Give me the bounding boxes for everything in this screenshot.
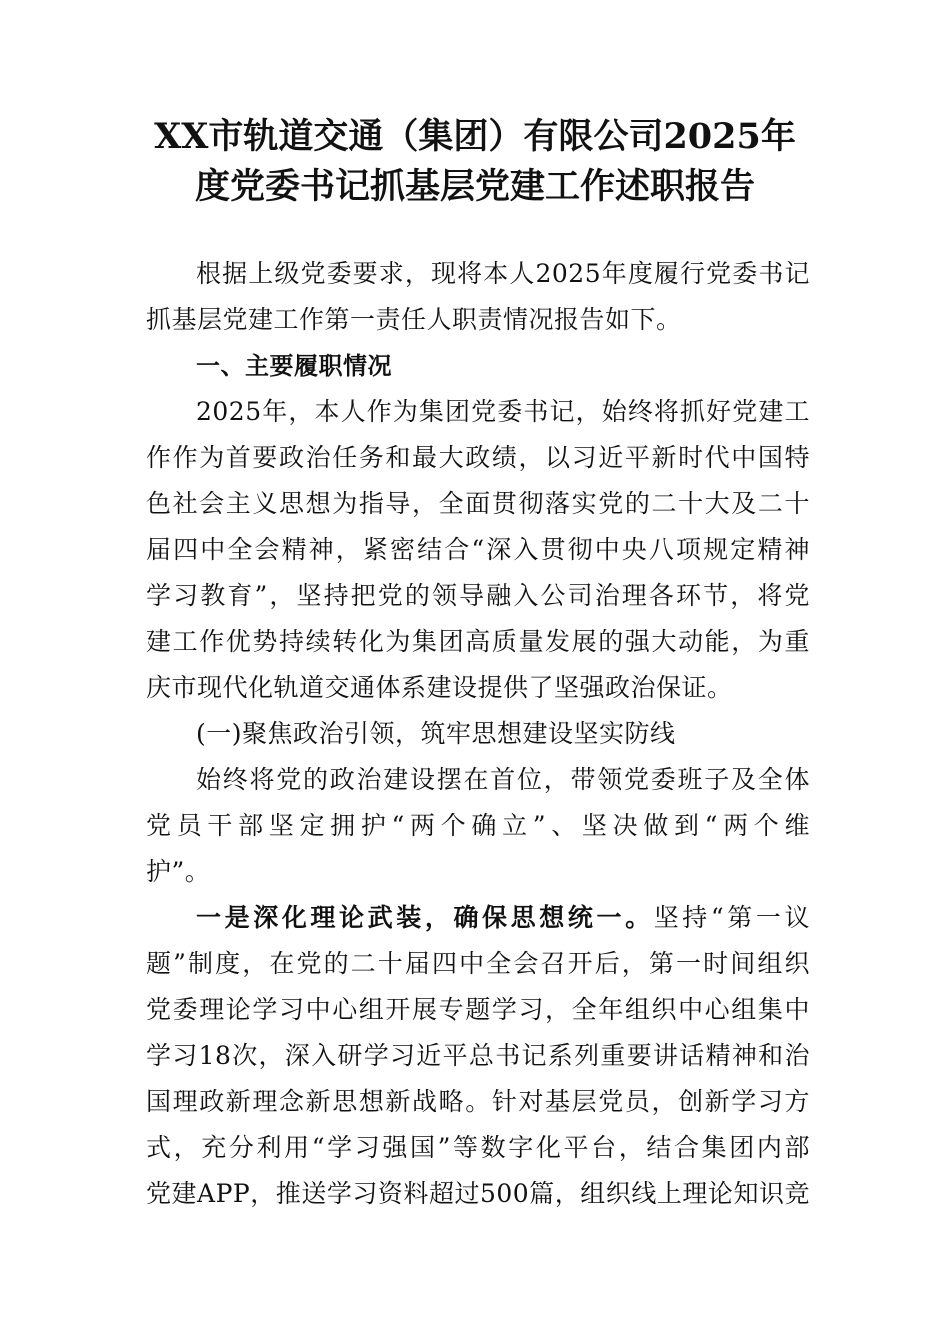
text-line: 色社会主义思想为指导，全面贯彻落实党的二十大及二十 — [146, 489, 810, 518]
text-line: 始终将党的政治建设摆在首位，带领党委班子及全体 — [196, 765, 810, 794]
subsection-heading: (一)聚焦政治引领，筑牢思想建设坚实防线 — [196, 719, 676, 748]
text-line: 学习18次，深入研学习近平总书记系列重要讲话精神和治 — [146, 1041, 810, 1070]
text-line: 抓基层党建工作第一责任人职责情况报告如下。 — [146, 305, 682, 334]
text-line: 党委理论学习中心组开展专题学习，全年组织中心组集中 — [146, 995, 810, 1024]
text-line: 学习教育”，坚持把党的领导融入公司治理各环节，将党 — [146, 581, 810, 610]
text-line: 护”。 — [146, 857, 211, 886]
text-line: 根据上级党委要求，现将本人2025年度履行党委书记 — [196, 259, 810, 288]
text-line: 党建APP，推送学习资料超过500篇，组织线上理论知识竞 — [146, 1179, 810, 1208]
point-lead: 一是深化理论武装，确保思想统一。 — [196, 903, 654, 932]
text-line: 题”制度，在党的二十届四中全会召开后，第一时间组织 — [146, 949, 810, 978]
title-line-2: 度党委书记抓基层党建工作述职报告 — [194, 166, 755, 207]
text-line: 党员干部坚定拥护“两个确立”、坚决做到“两个维 — [146, 811, 810, 840]
text-line: 式，充分利用“学习强国”等数字化平台，结合集团内部 — [146, 1133, 810, 1162]
title-line-1: XX市轨道交通（集团）有限公司2025年 — [154, 116, 796, 157]
text-line: 届四中全会精神，紧密结合“深入贯彻中央八项规定精神 — [146, 535, 810, 564]
subsection-paragraph — [146, 757, 810, 895]
point-lead-rest: 坚持“第一议 — [653, 903, 810, 932]
document-title — [120, 112, 830, 212]
text-line: 2025年，本人作为集团党委书记，始终将抓好党建工 — [196, 397, 810, 426]
document-body — [146, 251, 810, 1217]
text-line — [146, 895, 810, 941]
section1-paragraph — [146, 389, 810, 711]
point1-paragraph — [146, 895, 810, 1217]
text-line: 庆市现代化轨道交通体系建设提供了坚强政治保证。 — [146, 673, 733, 702]
text-line: 建工作优势持续转化为集团高质量发展的强大动能，为重 — [146, 627, 810, 656]
text-line: 作作为首要政治任务和最大政绩，以习近平新时代中国特 — [146, 443, 810, 472]
section-heading: 一、主要履职情况 — [196, 352, 392, 380]
text-line: 国理政新理念新思想新战略。针对基层党员，创新学习方 — [146, 1087, 810, 1116]
intro-paragraph — [146, 251, 810, 343]
